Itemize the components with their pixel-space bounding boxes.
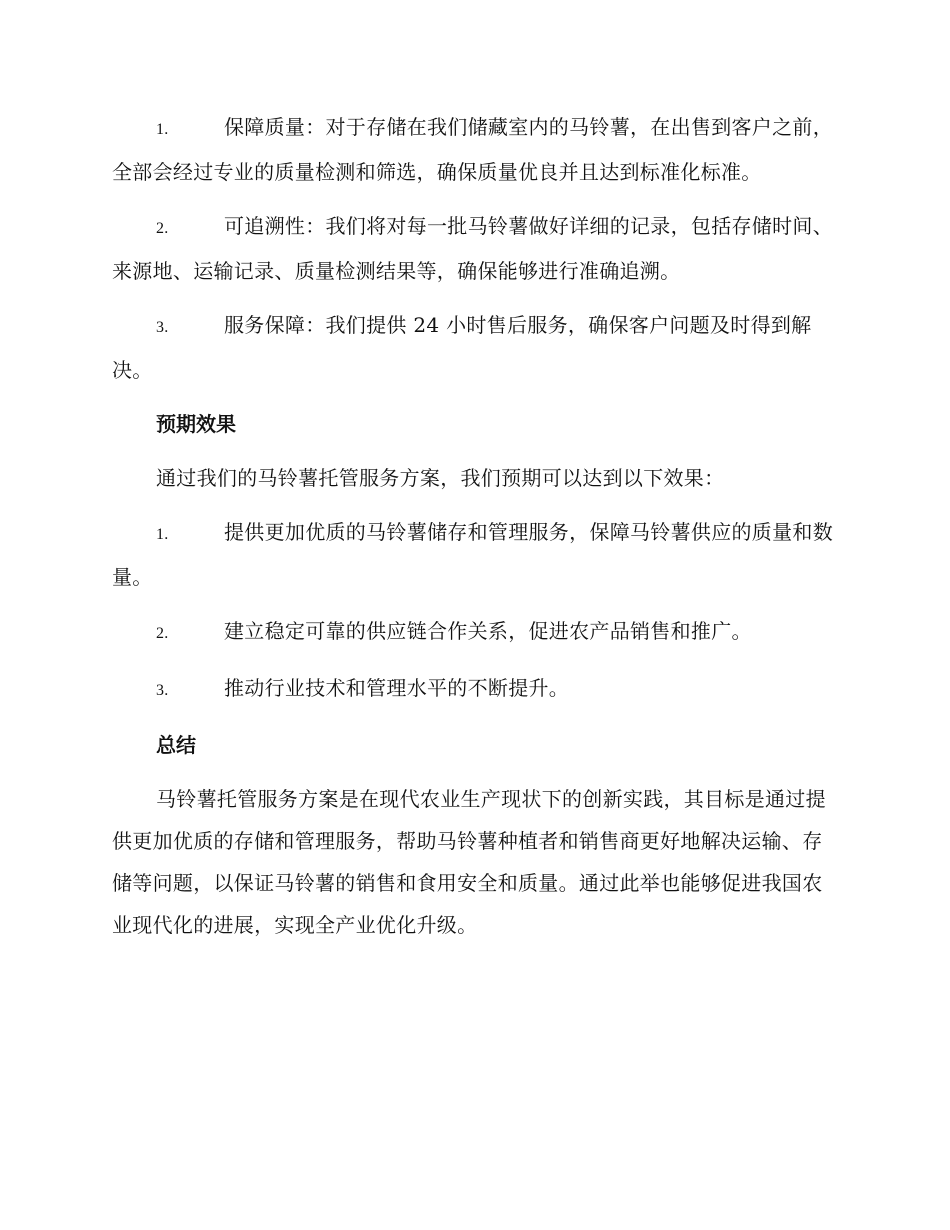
list-text: 保障质量：对于存储在我们储藏室内的马铃薯，在出售到客户之前，全部会经过专业的质量检测和筛选，确保质量优良并且达到标准化标准。	[112, 115, 833, 184]
list-item	[112, 106, 834, 193]
list-item	[112, 667, 834, 712]
section-heading-summary: 总结	[156, 733, 196, 757]
list-number: 3.	[156, 319, 169, 336]
list-text: 提供更加优质的马铃薯储存和管理服务，保障马铃薯供应的质量和数量。	[112, 520, 833, 589]
section-intro: 通过我们的马铃薯托管服务方案，我们预期可以达到以下效果：	[156, 466, 725, 490]
list-number: 2.	[156, 625, 169, 642]
list-text: 可追溯性：我们将对每一批马铃薯做好详细的记录，包括存储时间、来源地、运输记录、质量检测结果等，确保能够进行准确追溯。	[112, 214, 833, 283]
list-item	[112, 511, 834, 598]
list-item	[112, 610, 834, 655]
list-number: 1.	[156, 526, 169, 543]
list-text: 建立稳定可靠的供应链合作关系，促进农产品销售和推广。	[224, 619, 752, 643]
list-text: 服务保障：我们提供 24 小时售后服务，确保客户问题及时得到解决。	[112, 313, 812, 382]
list-text: 推动行业技术和管理水平的不断提升。	[224, 676, 570, 700]
section-heading-expected: 预期效果	[156, 412, 236, 436]
list-item	[112, 304, 834, 391]
document-body	[112, 106, 834, 958]
summary-paragraph: 马铃薯托管服务方案是在现代农业生产现状下的创新实践，其目标是通过提供更加优质的存储和管理服务，帮助马铃薯种植者和销售商更好地解决运输、存储等问题，以保证马铃薯的销售和食用安全和质量。通过此举也能够促进我国农业现代化的进展，实现全产业优化升级。	[112, 787, 826, 937]
list-number: 3.	[156, 682, 169, 699]
list-number: 1.	[156, 121, 169, 138]
list-number: 2.	[156, 220, 169, 237]
list-item	[112, 205, 834, 292]
